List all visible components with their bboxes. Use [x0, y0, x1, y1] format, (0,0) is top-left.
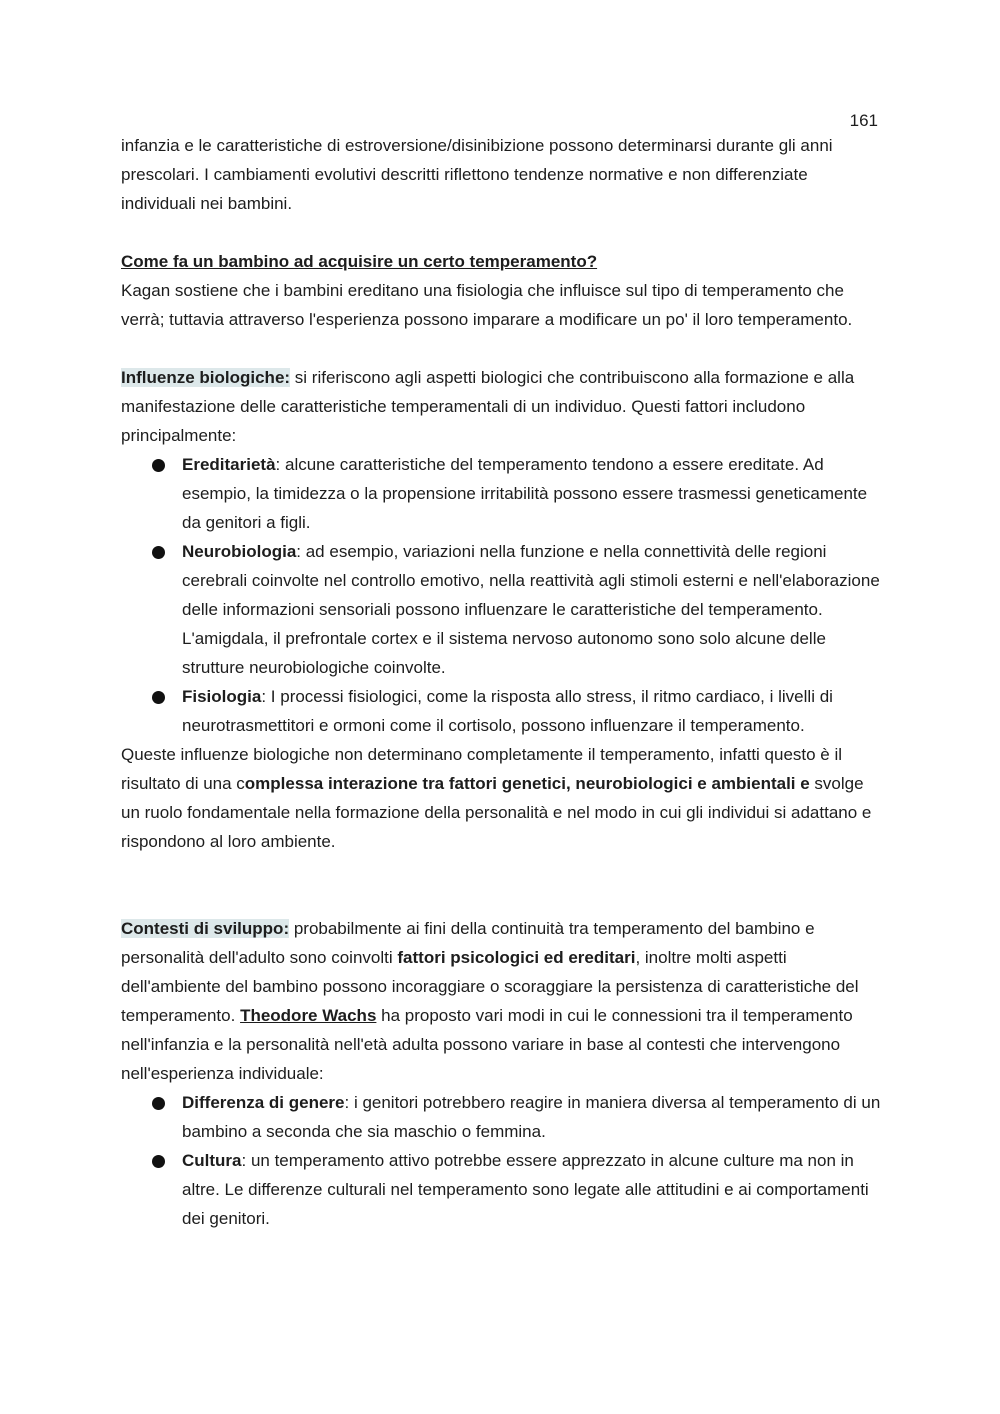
paragraph-text: svolge un ruolo fondamentale nella formazione della personalità e nel modo in cui gli individui si adattano e rispondono al loro ambiente. [121, 774, 872, 851]
spacer [121, 218, 881, 247]
paragraph-text: probabilmente ai fini della continuità tra temperamento del bambino e personalità dell'adulto sono coinvolti [121, 919, 815, 967]
intro-paragraph: infanzia e le caratteristiche di estroversione/disinibizione possono determinarsi durante gli anni prescolari. I cambiamenti evolutivi descritti riflettono tendenze normative e non differenziate individuali nei bambini. [121, 136, 833, 213]
spacer [121, 856, 881, 914]
bullet-list [121, 450, 881, 740]
list-item [121, 1146, 881, 1233]
bullet-icon [152, 546, 165, 559]
bullet-icon [152, 1097, 165, 1110]
paragraph-text: , inoltre molti aspetti dell'ambiente del bambino possono incoraggiare o scoraggiare la persistenza di caratteristiche del temperamento. [121, 948, 859, 1025]
bold-text: omplessa interazione tra fattori genetici, neurobiologici e ambientali e [244, 774, 810, 793]
bullet-icon [152, 459, 165, 472]
bold-text: fattori psicologici ed ereditari [397, 948, 636, 967]
section-paragraph: Kagan sostiene che i bambini ereditano una fisiologia che influisce sul tipo di temperamento che verrà; tuttavia attraverso l'esperienza possono imparare a modificare un po' il loro temperamento. [121, 281, 853, 329]
list-item-text: : ad esempio, variazioni nella funzione e nella connettività delle regioni cerebrali coinvolte nel controllo emotivo, nella reattività agli stimoli esterni e nell'elaborazione delle informazioni sensoriali possono influenzare le caratteristiche del temperamento. L'amigdala, il prefrontale cortex e il sistema nervoso autonomo sono solo alcune delle strutture neurobiologiche coinvolte. [182, 542, 880, 677]
list-item [121, 450, 881, 537]
list-item-term: Neurobiologia [182, 542, 297, 561]
highlighted-term: Contesti di sviluppo: [121, 919, 290, 938]
list-item-term: Ereditarietà [182, 455, 276, 474]
list-item-text: : un temperamento attivo potrebbe essere apprezzato in alcune culture ma non in altre. Le differenze culturali nel temperamento sono legate alle attitudini e ai comportamenti dei genitori. [182, 1151, 869, 1228]
list-item [121, 682, 881, 740]
list-item-text: : i genitori potrebbero reagire in maniera diversa al temperamento di un bambino a seconda che sia maschio o femmina. [182, 1093, 881, 1141]
list-item [121, 1088, 881, 1146]
bullet-icon [152, 1155, 165, 1168]
list-item-term: Cultura [182, 1151, 242, 1170]
list-item-text: : I processi fisiologici, come la risposta allo stress, il ritmo cardiaco, i livelli di neurotrasmettitori e ormoni come il cortisolo, possono influenzare il temperamento. [182, 687, 833, 735]
biological-influences-paragraph [121, 363, 881, 450]
paragraph-text: Queste influenze biologiche non determinano completamente il temperamento, infatti questo è il risultato di una c [121, 745, 843, 793]
bullet-list [121, 1088, 881, 1233]
list-item [121, 537, 881, 682]
list-item-term: Differenza di genere [182, 1093, 345, 1112]
author-name: Theodore Wachs [240, 1006, 377, 1025]
page-number: 161 [849, 111, 878, 130]
development-contexts-paragraph [121, 914, 881, 1088]
paragraph-text: ha proposto vari modi in cui le connessioni tra il temperamento nell'infanzia e la personalità nell'età adulta possono variare in base al contesti che intervengono nell'esperienza individuale: [121, 1006, 853, 1083]
section-heading: Come fa un bambino ad acquisire un certo temperamento? [121, 252, 598, 271]
spacer [121, 334, 881, 363]
list-item-term: Fisiologia [182, 687, 262, 706]
highlighted-term: Influenze biologiche: [121, 368, 291, 387]
list-item-text: : alcune caratteristiche del temperamento tendono a essere ereditate. Ad esempio, la timidezza o la propensione irritabilità possono essere trasmessi geneticamente da genitori a figli. [182, 455, 868, 532]
paragraph-text: si riferiscono agli aspetti biologici che contribuiscono alla formazione e alla manifestazione delle caratteristiche temperamentali di un individuo. Questi fattori includono principalmente: [121, 368, 855, 445]
bullet-icon [152, 691, 165, 704]
closing-paragraph [121, 740, 881, 856]
document-body [121, 131, 881, 1233]
